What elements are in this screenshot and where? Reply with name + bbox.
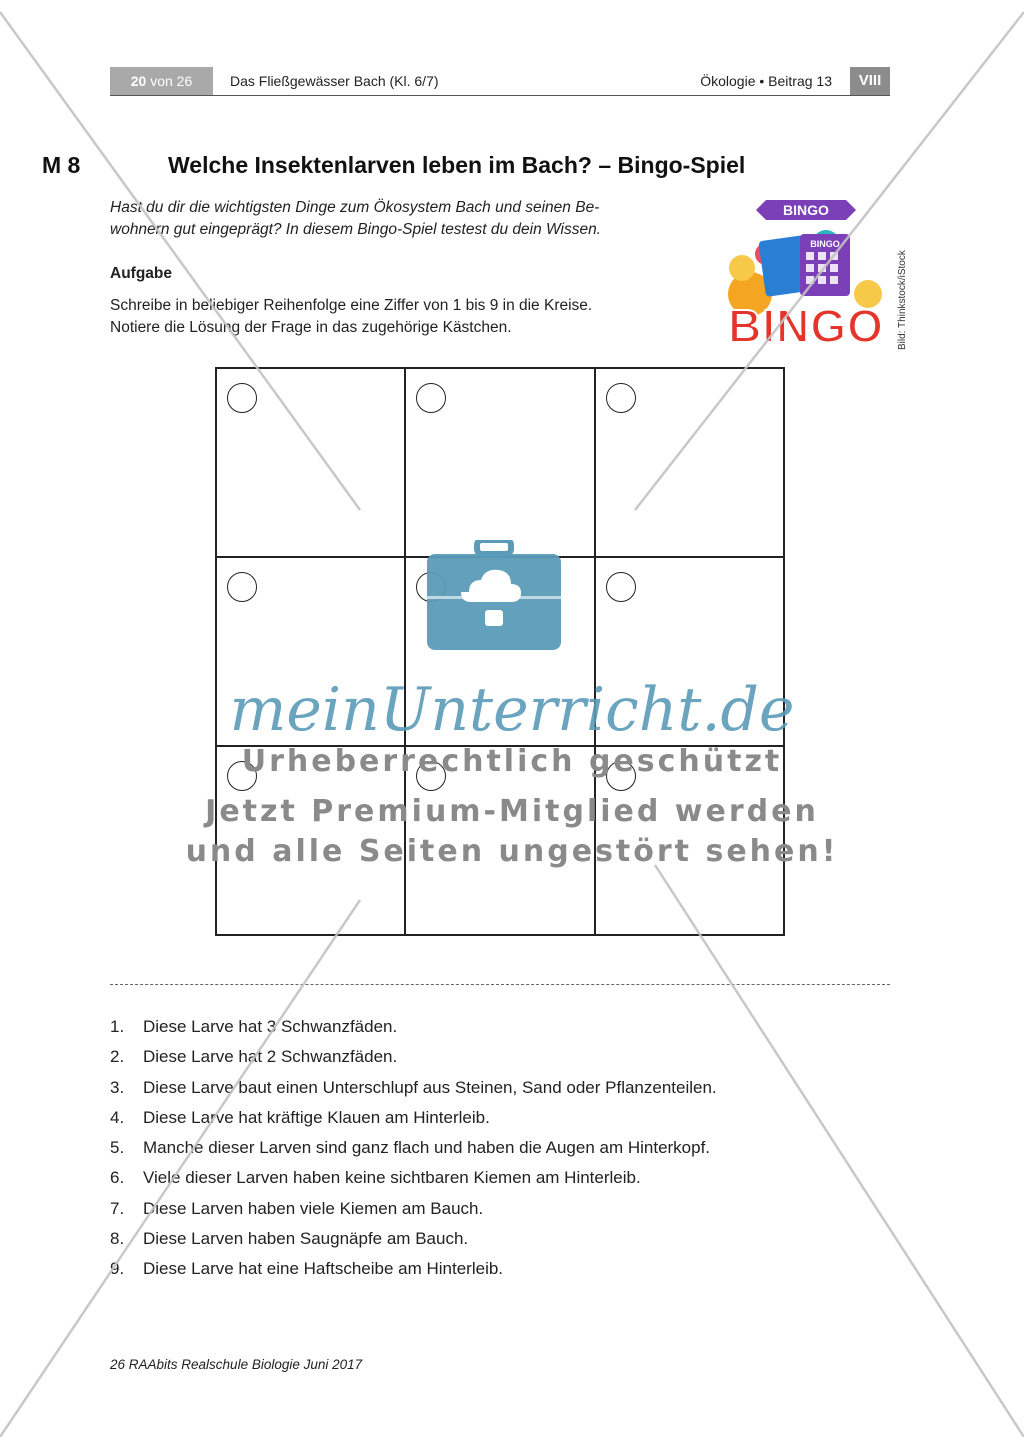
list-item [110,1194,717,1224]
bingo-grid [215,367,785,936]
bingo-cell[interactable] [405,746,594,935]
question-text: Diese Larve hat kräftige Klauen am Hinterleib. [143,1107,490,1127]
bingo-banner-text: BINGO [783,202,829,218]
page-title: Welche Insektenlarven leben im Bach? – Bingo-Spiel [168,152,746,178]
bingo-cell[interactable] [595,746,784,935]
image-credit: Bild: Thinkstock/iStock [897,250,908,350]
question-number: 7. [110,1198,125,1218]
bingo-cell[interactable] [405,368,594,557]
footer-text: 26 RAAbits Realschule Biologie Juni 2017 [110,1357,363,1372]
question-text: Diese Larve hat 2 Schwanzfäden. [143,1047,398,1067]
question-number: 4. [110,1107,125,1127]
question-text: Diese Larven haben viele Kiemen am Bauch. [143,1198,484,1218]
list-item [110,1133,717,1163]
question-text: Manche dieser Larven sind ganz flach und haben die Augen am Hinterkopf. [143,1138,711,1158]
bingo-cell[interactable] [216,368,405,557]
number-circle[interactable] [606,761,636,791]
header-rule [110,95,890,96]
bingo-cell[interactable] [405,557,594,746]
number-circle[interactable] [416,383,446,413]
number-circle[interactable] [416,761,446,791]
bingo-cell[interactable] [595,368,784,557]
number-circle[interactable] [227,383,257,413]
watermark-brand: meinUnterricht.de [229,675,795,745]
page-total: 26 [176,73,193,89]
number-circle[interactable] [606,572,636,602]
question-text: Diese Larve hat 3 Schwanzfäden. [143,1017,398,1036]
list-item [110,1073,717,1103]
task-line: Schreibe in beliebiger Reihenfolge eine Ziffer von 1 bis 9 in die Kreise. [110,297,593,314]
task-text [110,295,710,339]
intro-text [110,197,710,241]
bingo-illustration [722,196,890,350]
bingo-big-text: BINGO [728,300,884,350]
header-title: Das Fließgewässer Bach (Kl. 6/7) [230,73,439,89]
question-number: 8. [110,1229,125,1249]
page-number-badge [110,67,213,95]
page-current: 20 [130,73,147,89]
question-text: Diese Larve baut einen Unterschlupf aus Steinen, Sand oder Pflanzenteilen. [143,1077,717,1097]
question-number: 5. [110,1138,125,1158]
page-separator: von [146,73,177,89]
bingo-cell[interactable] [595,557,784,746]
list-item [110,1012,717,1042]
list-item [110,1163,717,1193]
watermark-line: und alle Seiten ungestört sehen! [185,834,839,869]
list-item [110,1042,717,1072]
number-circle[interactable] [227,572,257,602]
volume-badge: VIII [850,67,890,95]
number-circle[interactable] [606,383,636,413]
list-item [110,1254,717,1284]
question-number: 9. [110,1259,125,1279]
number-circle[interactable] [227,761,257,791]
question-text: Viele dieser Larven haben keine sichtbaren Kiemen am Hinterleib. [143,1168,641,1188]
intro-line: Hast du dir die wichtigsten Dinge zum Ökosystem Bach und seinen Be- [110,199,600,216]
intro-line: wohnern gut eingeprägt? In diesem Bingo-Spiel testest du dein Wissen. [110,221,601,238]
bingo-card-text: BINGO [810,239,840,249]
question-number: 3. [110,1077,125,1097]
bingo-cell[interactable] [216,746,405,935]
watermark-line: Urheberrechtlich geschützt [241,744,783,779]
question-text: Diese Larven haben Saugnäpfe am Bauch. [143,1229,469,1249]
question-number: 1. [110,1017,125,1036]
list-item [110,1224,717,1254]
question-list [110,1012,717,1285]
list-item [110,1103,717,1133]
question-text: Diese Larve hat eine Haftscheibe am Hinterleib. [143,1259,504,1279]
question-number: 2. [110,1047,125,1067]
cut-line [110,984,890,985]
material-label: M 8 [42,152,81,178]
question-number: 6. [110,1168,125,1188]
number-circle[interactable] [416,572,446,602]
bingo-cell[interactable] [216,557,405,746]
task-line: Notiere die Lösung der Frage in das zugehörige Kästchen. [110,319,512,336]
header-subject: Ökologie • Beitrag 13 [700,73,832,89]
watermark-line: Jetzt Premium-Mitglied werden [205,794,819,829]
task-heading: Aufgabe [110,265,172,282]
